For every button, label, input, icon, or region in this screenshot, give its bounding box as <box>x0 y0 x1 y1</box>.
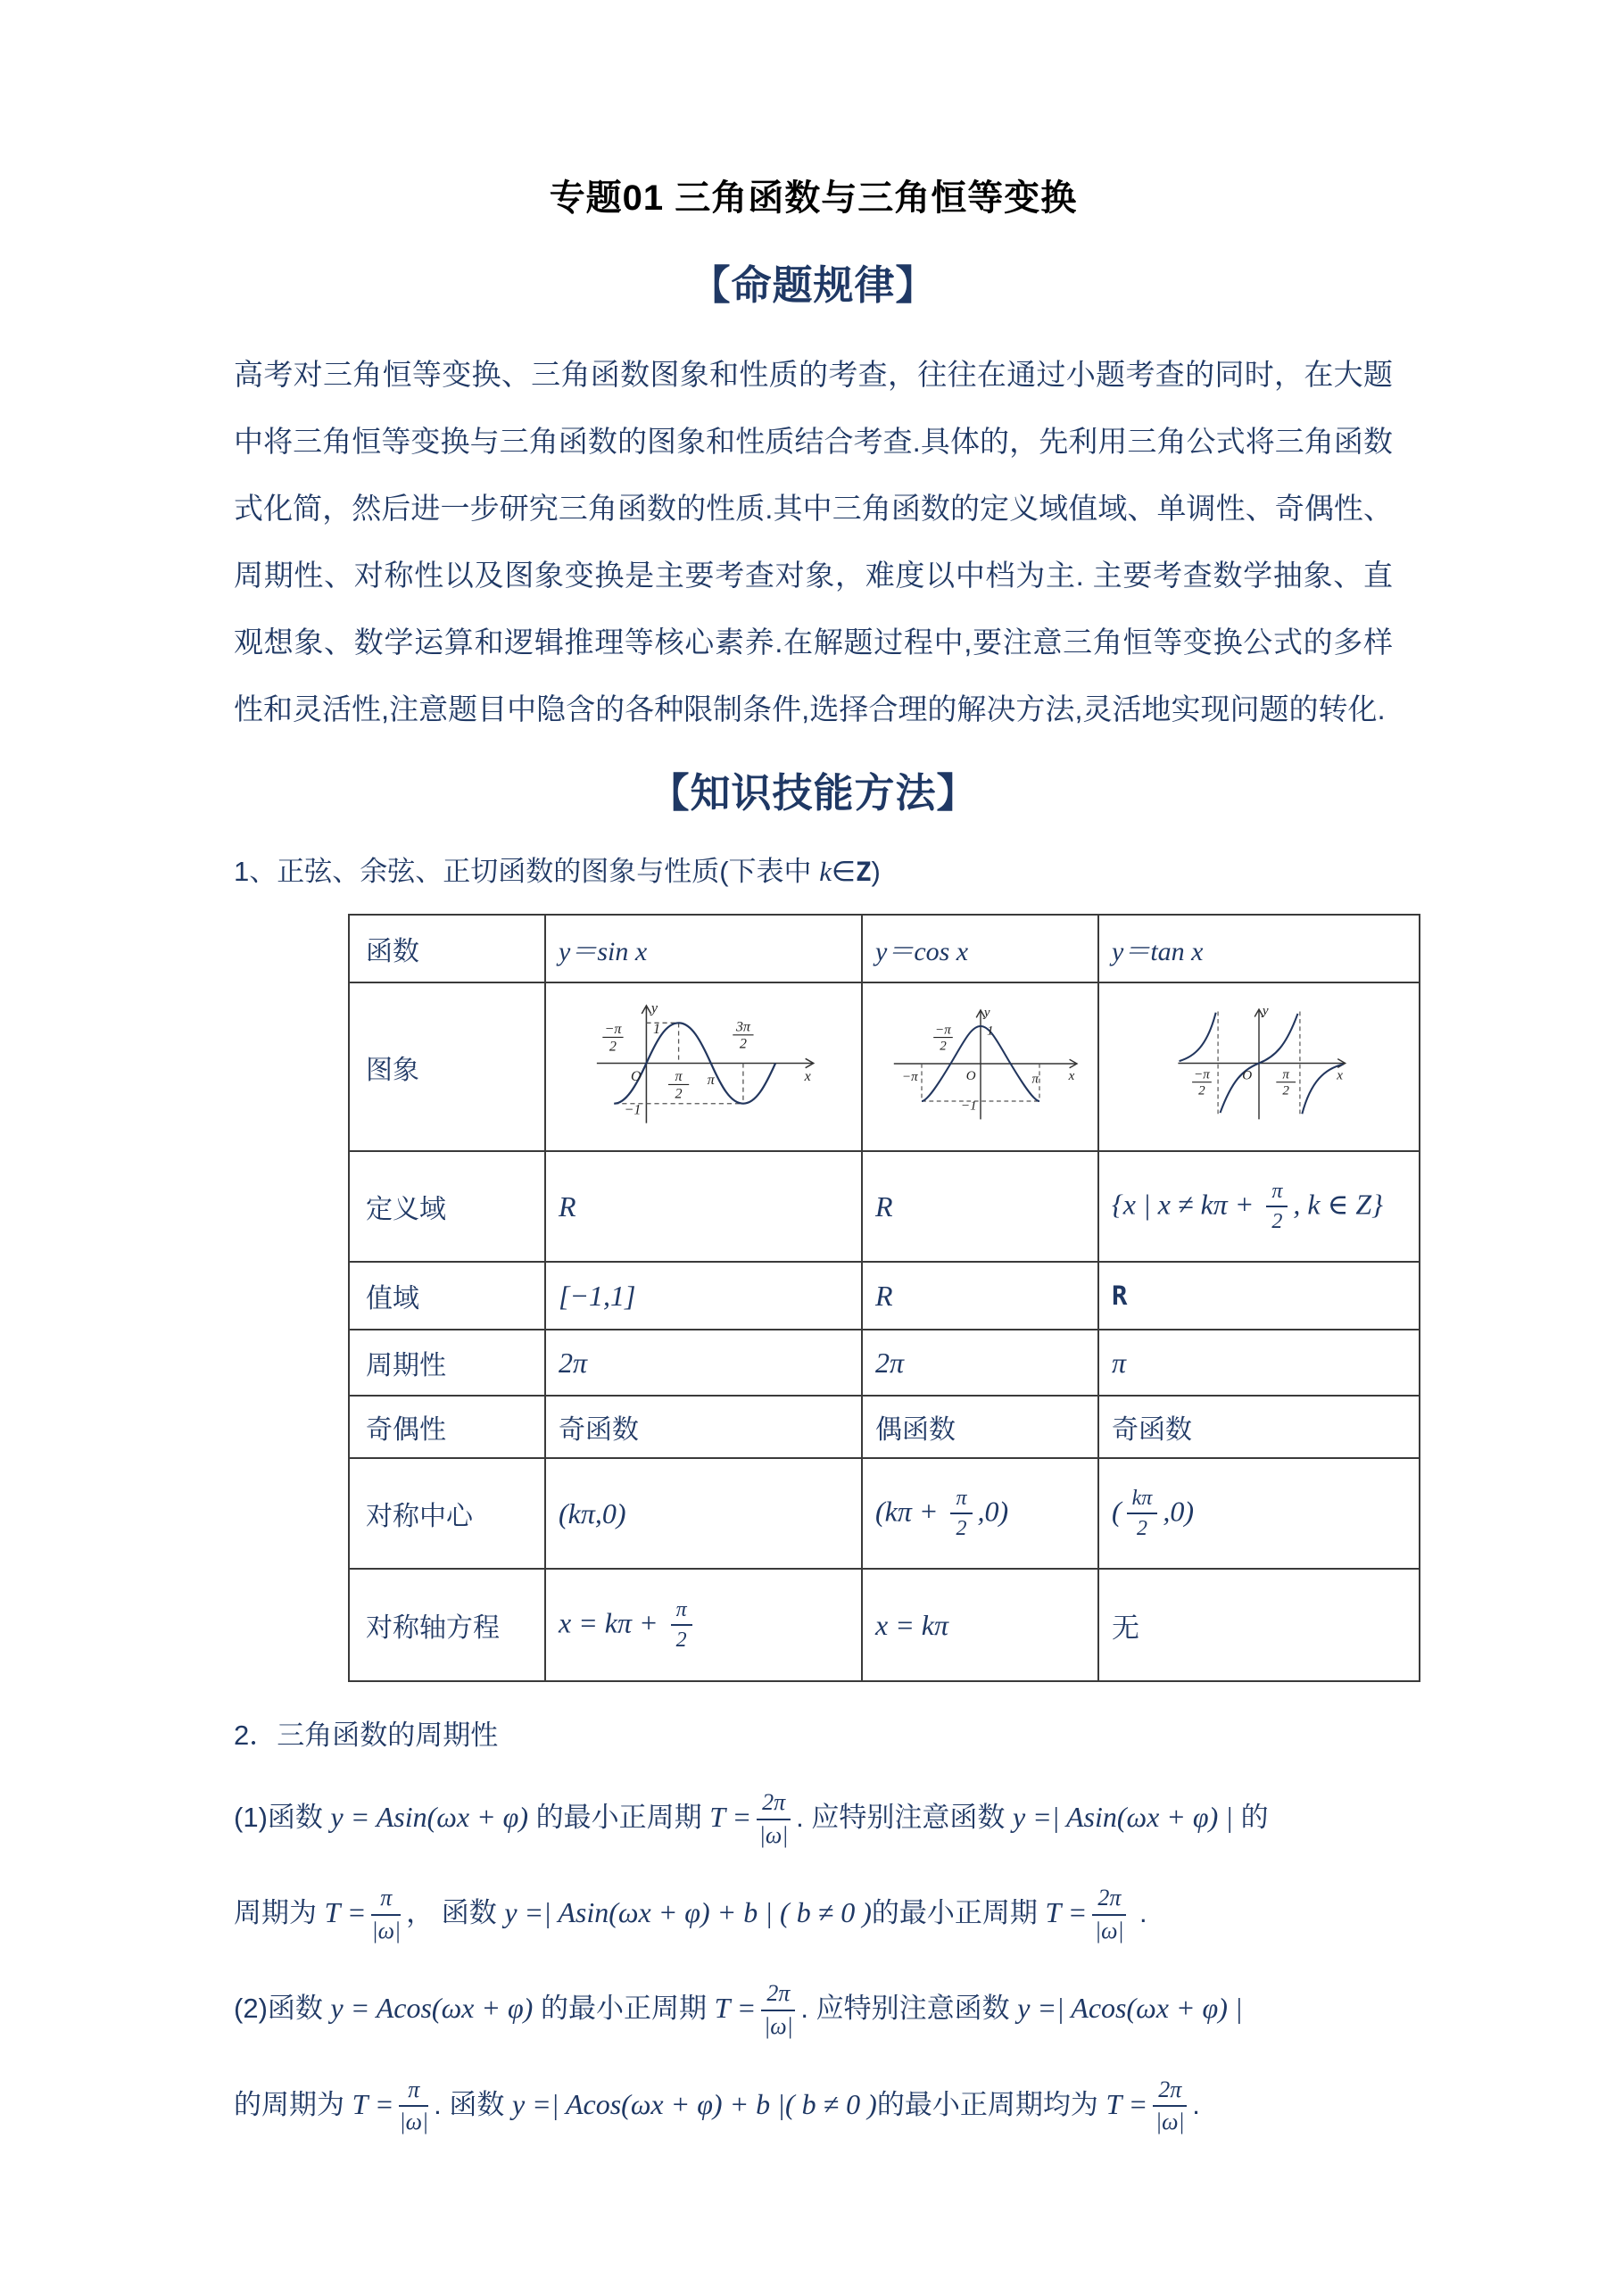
domain-tan-value: {x | x ≠ kπ + $\frac{\pi}{2}$ , k ∈ Z} <box>1098 1151 1420 1262</box>
tan-graph-cell <box>1098 982 1420 1151</box>
sin-graph <box>583 994 825 1132</box>
row-label-domain: 定义域 <box>349 1151 545 1262</box>
svg-text:y: y <box>983 1005 990 1020</box>
row-label-parity: 奇偶性 <box>349 1396 545 1458</box>
cos-graph-cell <box>862 982 1098 1151</box>
svg-text:2: 2 <box>939 1038 947 1053</box>
svg-text:−π: −π <box>934 1022 951 1037</box>
svg-text:1: 1 <box>986 1024 994 1039</box>
row-label-symmetry-center: 对称中心 <box>349 1458 545 1569</box>
svg-text:2: 2 <box>739 1036 747 1052</box>
row-label-range: 值域 <box>349 1262 545 1330</box>
svg-text:y: y <box>650 1000 658 1016</box>
symmetry-center-sin-value: (kπ,0) <box>545 1458 862 1569</box>
formula-line-4: 的周期为 T = $\frac{\pi}{|\omega|}$ . 函数 y =| Acos(ωx + φ) + b |( b ≠ 0 )的最小正周期均为 T = $\frac{2\pi}{|\omega|}$ . <box>234 2076 1200 2135</box>
row-label-period: 周期性 <box>349 1330 545 1396</box>
svg-text:π: π <box>1031 1072 1039 1087</box>
svg-text:−π: −π <box>901 1069 918 1084</box>
svg-text:−π: −π <box>1194 1067 1210 1082</box>
formula-line-3: (2)函数 y = Acos(ωx + φ) 的最小正周期 T = $\frac{2\pi}{|\omega|}$ . 应特别注意函数 y =| Acos(ωx + φ) | <box>234 1980 1243 2039</box>
svg-text:O: O <box>965 1068 976 1083</box>
svg-text:2: 2 <box>675 1086 683 1102</box>
symmetry-axis-cos-value: x = kπ <box>862 1569 1098 1681</box>
range-cos-value: R <box>862 1262 1098 1330</box>
svg-text:O: O <box>1242 1068 1253 1083</box>
svg-text:π: π <box>1282 1067 1289 1082</box>
svg-text:x: x <box>1068 1068 1074 1083</box>
row-label-graph: 图象 <box>349 982 545 1151</box>
formula-line-2: 周期为 T = $\frac{\pi}{|\omega|}$ ， 函数 y =| Asin(ωx + φ) + b | ( b ≠ 0 )的最小正周期 T = $\frac{2\pi}{|\omega|}$ . <box>234 1885 1147 1944</box>
table-row-range <box>349 1262 1420 1330</box>
svg-text:3π: 3π <box>735 1019 750 1035</box>
range-tan-value: R <box>1098 1262 1420 1330</box>
table-row-graph <box>349 982 1420 1151</box>
svg-text:π: π <box>707 1072 715 1088</box>
svg-text:x: x <box>804 1068 811 1084</box>
svg-text:y: y <box>1262 1004 1269 1019</box>
period-tan-value: π <box>1098 1330 1420 1396</box>
parity-sin-value: 奇函数 <box>545 1396 862 1458</box>
section-heading-method: 【知识技能方法】 <box>649 770 978 816</box>
table-row-domain <box>349 1151 1420 1262</box>
symmetry-axis-sin-value: x = kπ + $\frac{\pi}{2}$ <box>545 1569 862 1681</box>
parity-tan-value: 奇函数 <box>1098 1396 1420 1458</box>
cos-graph <box>879 999 1082 1128</box>
symmetry-axis-tan-value: 无 <box>1098 1569 1420 1681</box>
period-sin-value: 2π <box>545 1330 862 1396</box>
svg-text:2: 2 <box>609 1039 617 1055</box>
svg-text:x: x <box>1337 1068 1343 1083</box>
svg-text:2: 2 <box>1198 1083 1205 1098</box>
symmetry-center-tan-value: ( $\frac{k\pi}{2}$ ,0) <box>1098 1458 1420 1569</box>
svg-text:O: O <box>630 1068 642 1084</box>
table-row-parity <box>349 1396 1420 1458</box>
svg-text:−1: −1 <box>960 1098 977 1114</box>
header-cell-sin: y＝sin x <box>545 915 862 982</box>
sin-graph-cell <box>545 982 862 1151</box>
range-sin-value: [−1,1] <box>545 1262 862 1330</box>
table-row-symmetry-axis <box>349 1569 1420 1681</box>
trig-properties-table <box>348 914 1420 1682</box>
table-row-period <box>349 1330 1420 1396</box>
header-cell-function: 函数 <box>349 915 545 982</box>
list-item-1: 1、正弦、余弦、正切函数的图象与性质(下表中 k∈Z) <box>234 856 881 887</box>
svg-text:−1: −1 <box>623 1102 641 1118</box>
list-item-2: 2．三角函数的周期性 <box>234 1720 499 1751</box>
period-cos-value: 2π <box>862 1330 1098 1396</box>
tan-graph <box>1167 999 1351 1128</box>
table-header-row <box>349 915 1420 982</box>
svg-text:1: 1 <box>652 1021 660 1037</box>
symmetry-center-cos-value: (kπ + $\frac{\pi}{2}$ ,0) <box>862 1458 1098 1569</box>
svg-text:−π: −π <box>603 1021 621 1037</box>
domain-sin-value: R <box>545 1151 862 1262</box>
header-cell-tan: y＝tan x <box>1098 915 1420 982</box>
page-title: 专题01 三角函数与三角恒等变换 <box>549 178 1078 218</box>
row-label-symmetry-axis: 对称轴方程 <box>349 1569 545 1681</box>
section-heading-rule: 【命题规律】 <box>690 262 937 308</box>
svg-text:2: 2 <box>1282 1083 1289 1098</box>
svg-text:π: π <box>675 1068 683 1084</box>
intro-paragraph: 高考对三角恒等变换、三角函数图象和性质的考查，往往在通过小题考查的同时，在大题中将三角恒等变换与三角函数的图象和性质结合考查.具体的，先利用三角公式将三角函数式化简，然后进一步研究三角函数的性质.其中三角函数的定义域值域、单调性、奇偶性、周期性、对称性以及图象变换是主要考查对象，难度以中档为主. 主要考查数学抽象、直观想象、数学运算和逻辑推理等核心素养.在解题过程中,要注意三角恒等变换公式的多样性和灵活性,注意题目中隐含的各种限制条件,选择合理的解决方法,灵活地实现问题的转化. <box>234 358 1393 725</box>
table-row-symmetry-center <box>349 1458 1420 1569</box>
formula-line-1: (1)函数 y = Asin(ωx + φ) 的最小正周期 T = $\frac{2\pi}{|\omega|}$ . 应特别注意函数 y =| Asin(ωx + φ) | 的 <box>234 1789 1269 1848</box>
domain-cos-value: R <box>862 1151 1098 1262</box>
header-cell-cos: y＝cos x <box>862 915 1098 982</box>
parity-cos-value: 偶函数 <box>862 1396 1098 1458</box>
